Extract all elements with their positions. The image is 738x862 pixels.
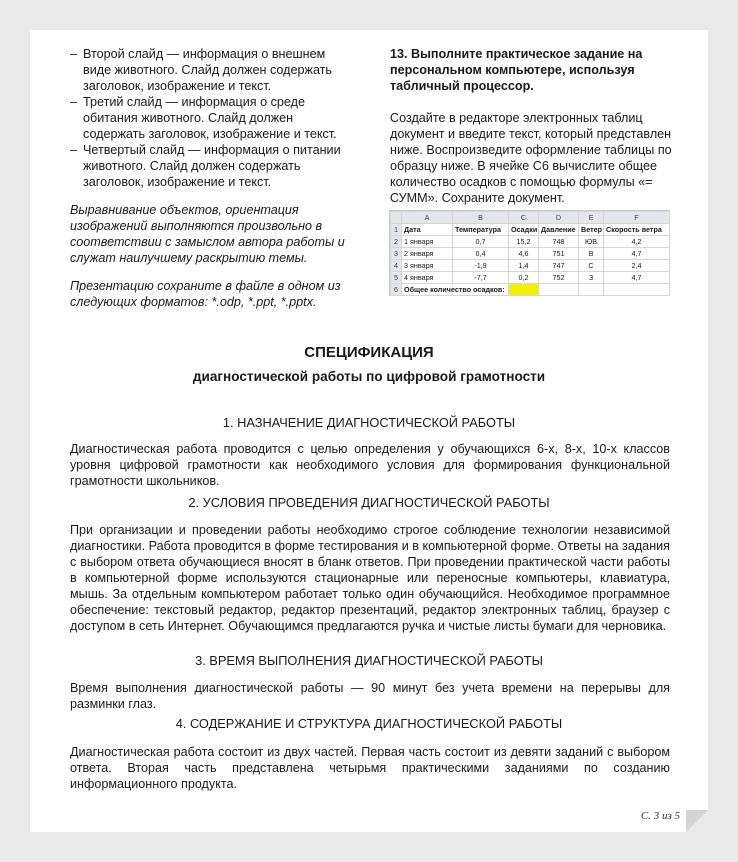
right-column [390, 46, 673, 206]
save-format-note: Презентацию сохраните в файле в одном из следующих форматов: *.odp, *.ppt, *.pptx. [70, 279, 341, 309]
column-header: E [579, 212, 604, 224]
list-item: – Второй слайд — информация о внешнем виде животного. Слайд должен содержать заголовок, изображение и текст. [70, 47, 332, 93]
alignment-note: Выравнивание объектов, ориентация изображений выполняются произвольно в соответствии с замыслом автора работы и служат наилучшему раскрытию темы. [70, 203, 345, 265]
table-row [391, 272, 670, 284]
page-number: С. 3 из 5 [640, 810, 680, 822]
row-number: 2 [391, 236, 402, 248]
table-cell: 752 [539, 272, 579, 284]
document-page [30, 30, 708, 832]
page-curl [686, 810, 708, 832]
table-cell: 4,2 [604, 236, 670, 248]
table-cell: Ветер [579, 224, 604, 236]
table-cell: 1 января [402, 236, 453, 248]
table-cell [579, 284, 604, 296]
table-cell: Температура [453, 224, 509, 236]
table-cell: 4,7 [604, 248, 670, 260]
column-header: F [604, 212, 670, 224]
column-header: C [509, 212, 539, 224]
sheet-corner [391, 212, 402, 224]
table-cell: 0,4 [453, 248, 509, 260]
table-cell: 15,2 [509, 236, 539, 248]
list-item-text: Четвертый слайд — информация о питании животного. Слайд должен содержать заголовок, изображение и текст. [83, 143, 341, 189]
total-result-cell [509, 284, 539, 296]
row-number: 5 [391, 272, 402, 284]
left-column [70, 46, 355, 310]
table-cell: 3 января [402, 260, 453, 272]
table-cell: -1,9 [453, 260, 509, 272]
column-header: A [402, 212, 453, 224]
section-text: Диагностическая работа проводится с целью определения у обучающихся 6-х, 8-х, 10-х классов уровня цифровой грамотности как необходимого условия для формирования функциональной грамотности школьников. [70, 442, 670, 488]
list-item: – Четвертый слайд — информация о питании животного. Слайд должен содержать заголовок, изображение и текст. [70, 143, 341, 189]
table-cell: З [579, 272, 604, 284]
column-header-row [391, 212, 670, 224]
task-body: Создайте в редакторе электронных таблиц документ и введите текст, который представлен ниже. Воспроизведите оформление таблицы по образцу ниже. В ячейке C6 вычислите общее количество осадков с помощью формулы «= СУММ». Сохраните документ. [390, 111, 672, 205]
row-number: 6 [391, 284, 402, 296]
table-cell: 1,4 [509, 260, 539, 272]
spec-title: СПЕЦИФИКАЦИЯ [304, 344, 434, 361]
section-heading: 1. НАЗНАЧЕНИЕ ДИАГНОСТИЧЕСКОЙ РАБОТЫ [222, 415, 516, 430]
column-header: D [539, 212, 579, 224]
table-cell: Скорость ветра [604, 224, 670, 236]
table-cell: 0,7 [453, 236, 509, 248]
section-heading: 3. ВРЕМЯ ВЫПОЛНЕНИЯ ДИАГНОСТИЧЕСКОЙ РАБОТЫ [195, 653, 543, 668]
list-item: – Третий слайд — информация о среде обитания животного. Слайд должен содержать заголовок, изображение и текст. [70, 95, 337, 141]
section-heading: 2. УСЛОВИЯ ПРОВЕДЕНИЯ ДИАГНОСТИЧЕСКОЙ РАБОТЫ [188, 495, 550, 510]
table-cell: С [579, 260, 604, 272]
table-cell: 747 [539, 260, 579, 272]
table-cell: 2 января [402, 248, 453, 260]
table-cell [539, 284, 579, 296]
section-heading: 4. СОДЕРЖАНИЕ И СТРУКТУРА ДИАГНОСТИЧЕСКОЙ РАБОТЫ [175, 716, 563, 731]
row-number: 4 [391, 260, 402, 272]
list-item-text: Третий слайд — информация о среде обитания животного. Слайд должен содержать заголовок, изображение и текст. [83, 95, 337, 141]
section-text: При организации и проведении работы необходимо строгое соблюдение технологии независимой диагностики. Работа проводится в форме тестирования и в компьютерной форме. Ответы на задания с выбором ответа обучающиеся вносят в бланк ответов. При проведении практической части работы в компьютерной форме используются стационарные или переносные компьютеры, клавиатура, мышь. За отдельным компьютером работает только один обучающийся. Необходимое программное обеспечение: текстовый редактор, редактор презентаций, редактор электронных таблиц, браузер с доступом в сеть Интернет. Обучающимся предлагаются ручка и чистые листы бумаги для черновика. [70, 523, 670, 633]
table-row [391, 236, 670, 248]
table-cell: 0,2 [509, 272, 539, 284]
table-cell: -7,7 [453, 272, 509, 284]
task-title: 13. Выполните практическое задание на персональном компьютере, используя табличный процессор. [390, 47, 643, 93]
table-cell: Давление [539, 224, 579, 236]
table-cell: ЮВ [579, 236, 604, 248]
section-text: Время выполнения диагностической работы — 90 минут без учета времени на перерывы для разминки глаз. [70, 681, 670, 711]
column-header: B [453, 212, 509, 224]
table-row [391, 284, 670, 296]
row-number: 3 [391, 248, 402, 260]
table-cell: В [579, 248, 604, 260]
row-number: 1 [391, 224, 402, 236]
table-row [391, 248, 670, 260]
list-item-text: Второй слайд — информация о внешнем виде животного. Слайд должен содержать заголовок, изображение и текст. [83, 47, 332, 93]
spec-subtitle: диагностической работы по цифровой грамотности [192, 369, 546, 384]
total-label-cell: Общее количество осадков: [402, 284, 509, 296]
table-cell: Осадки [509, 224, 539, 236]
table-row [391, 224, 670, 236]
table-cell: 751 [539, 248, 579, 260]
table-cell: 748 [539, 236, 579, 248]
table-cell: 4,6 [509, 248, 539, 260]
spreadsheet-sample [389, 210, 670, 296]
table-cell: Дата [402, 224, 453, 236]
table-cell: 2,4 [604, 260, 670, 272]
table-cell: 4,7 [604, 272, 670, 284]
table-cell [604, 284, 670, 296]
section-text: Диагностическая работа состоит из двух частей. Первая часть состоит из девяти заданий с выбором ответа. Вторая часть представлена четырьмя практическими заданиями по созданию информационного продукта. [70, 745, 670, 791]
table-row [391, 260, 670, 272]
table-cell: 4 января [402, 272, 453, 284]
